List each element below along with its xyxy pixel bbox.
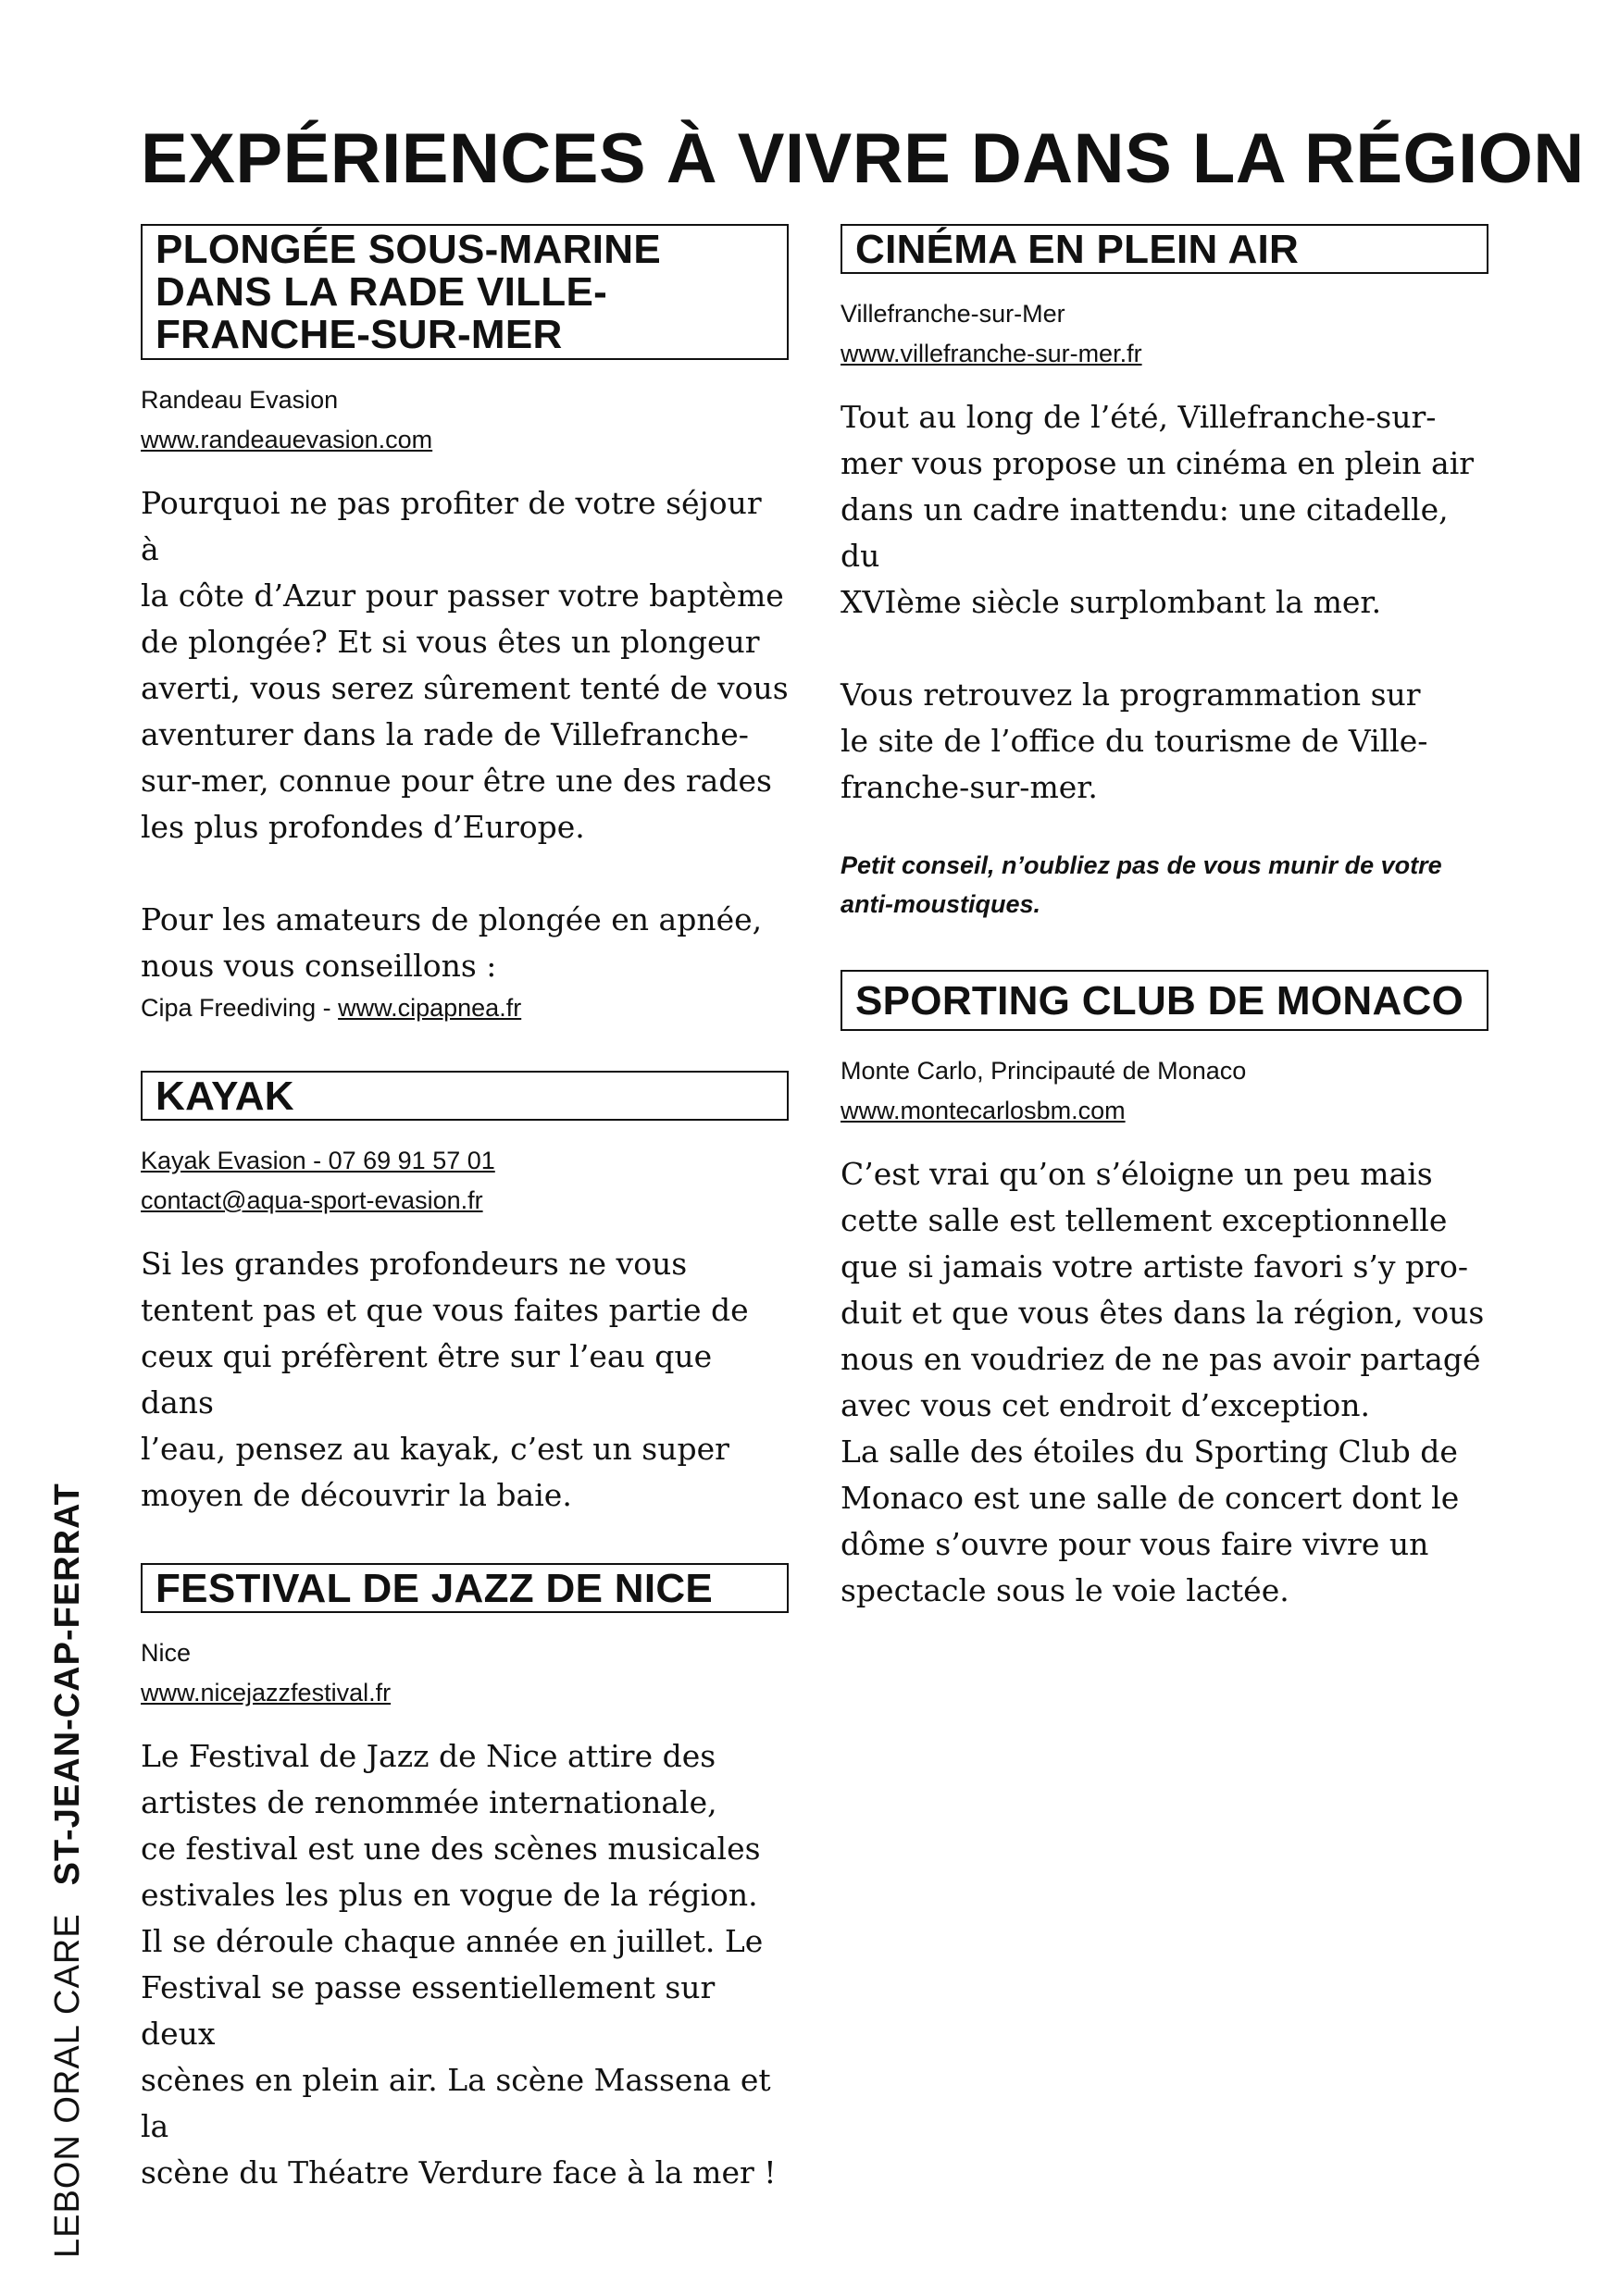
side-label bbox=[50, 1483, 85, 2258]
section-sporting bbox=[841, 970, 1488, 1614]
location-name: ST-JEAN-CAP-FERRAT bbox=[48, 1483, 87, 1886]
page-title: EXPÉRIENCES À VIVRE DANS LA RÉGION bbox=[141, 119, 1585, 198]
freediving-line bbox=[141, 989, 789, 1026]
section-heading-kayak: KAYAK bbox=[141, 1071, 789, 1121]
section-plongee bbox=[141, 224, 789, 1026]
website-link-plongee[interactable]: www.randeauevasion.com bbox=[141, 425, 433, 453]
kayak-phone-link[interactable]: Kayak Evasion - 07 69 91 57 01 bbox=[141, 1146, 495, 1174]
left-column bbox=[141, 224, 789, 2196]
brand-name: LEBON ORAL CARE bbox=[48, 1913, 87, 2258]
section-heading-cinema: CINÉMA EN PLEIN AIR bbox=[841, 224, 1488, 274]
cinema-location: Villefranche-sur-Mer bbox=[841, 300, 1065, 329]
paragraph-sporting: C’est vrai qu’on s’éloigne un peu mais cette salle est tellement exceptionnelle que si jamais votre artiste favori s’y pro- duit et que vous êtes dans la région, vous nous en voudriez de ne pas avoir partagé avec vous cet endroit d’exception. La salle des étoiles du Sporting Club de Monaco est une salle de concert dont le dôme s’ouvre pour vous faire vivre un spectacle sous le voie lactée. bbox=[841, 1156, 1485, 1609]
advice-note: Petit conseil, n’oubliez pas de vous munir de votre anti-moustiques. bbox=[841, 851, 1442, 919]
sporting-location: Monte Carlo, Principauté de Monaco bbox=[841, 1057, 1247, 1086]
freediving-link[interactable]: www.cipapnea.fr bbox=[338, 993, 522, 1022]
section-jazz bbox=[141, 1563, 789, 2196]
organizer-name: Randeau Evasion bbox=[141, 385, 339, 414]
paragraph-plongee-2: Pour les amateurs de plongée en apnée, nous vous conseillons : bbox=[141, 900, 763, 984]
section-heading-sporting: SPORTING CLUB DE MONACO bbox=[841, 970, 1488, 1031]
jazz-location: Nice bbox=[141, 1638, 192, 1667]
website-link-sporting[interactable]: www.montecarlosbm.com bbox=[841, 1097, 1126, 1125]
paragraph-plongee-1: Pourquoi ne pas profiter de votre séjour à la côte d’Azur pour passer votre baptème de plongée? Et si vous êtes un plongeur averti, vous serez sûrement tenté de vous aventurer dans la rade de Villefranche- sur-mer, connue pour être une des rades les plus profondes d’Europe. bbox=[141, 484, 789, 845]
section-heading-jazz: FESTIVAL DE JAZZ DE NICE bbox=[141, 1563, 789, 1613]
section-cinema bbox=[841, 224, 1488, 924]
paragraph-cinema-1: Tout au long de l’été, Villefranche-sur- mer vous propose un cinéma en plein air dans un cadre inattendu: une citadelle, du XVIème siècle surplombant la mer. bbox=[841, 399, 1475, 621]
paragraph-kayak: Si les grandes profondeurs ne vous tentent pas et que vous faites partie de ceux qui préfèrent être sur l’eau que dans l’eau, pensez au kayak, c’est un super moyen de découvrir la baie. bbox=[141, 1245, 749, 1513]
section-kayak bbox=[141, 1071, 789, 1519]
website-link-cinema[interactable]: www.villefranche-sur-mer.fr bbox=[841, 340, 1142, 368]
paragraph-cinema-2: Vous retrouvez la programmation sur le site de l’office du tourisme de Ville- franche-sur-mer. bbox=[841, 676, 1428, 806]
right-column bbox=[841, 224, 1488, 1614]
website-link-jazz[interactable]: www.nicejazzfestival.fr bbox=[141, 1678, 392, 1706]
paragraph-jazz: Le Festival de Jazz de Nice attire des artistes de renommée internationale, ce festival est une des scènes musicales estivales les plus en vogue de la région. Il se déroule chaque année en juillet. Le Festival se passe essentiellement sur deux scènes en plein air. La scène Massena et la scène du Théatre Verdure face à la mer ! bbox=[141, 1737, 777, 2191]
section-heading-plongee: PLONGÉE SOUS-MARINE DANS LA RADE VILLE-FRANCHE-SUR-MER bbox=[141, 224, 789, 360]
kayak-email-link[interactable]: contact@aqua-sport-evasion.fr bbox=[141, 1185, 483, 1214]
freediving-name: Cipa Freediving - bbox=[141, 993, 339, 1022]
